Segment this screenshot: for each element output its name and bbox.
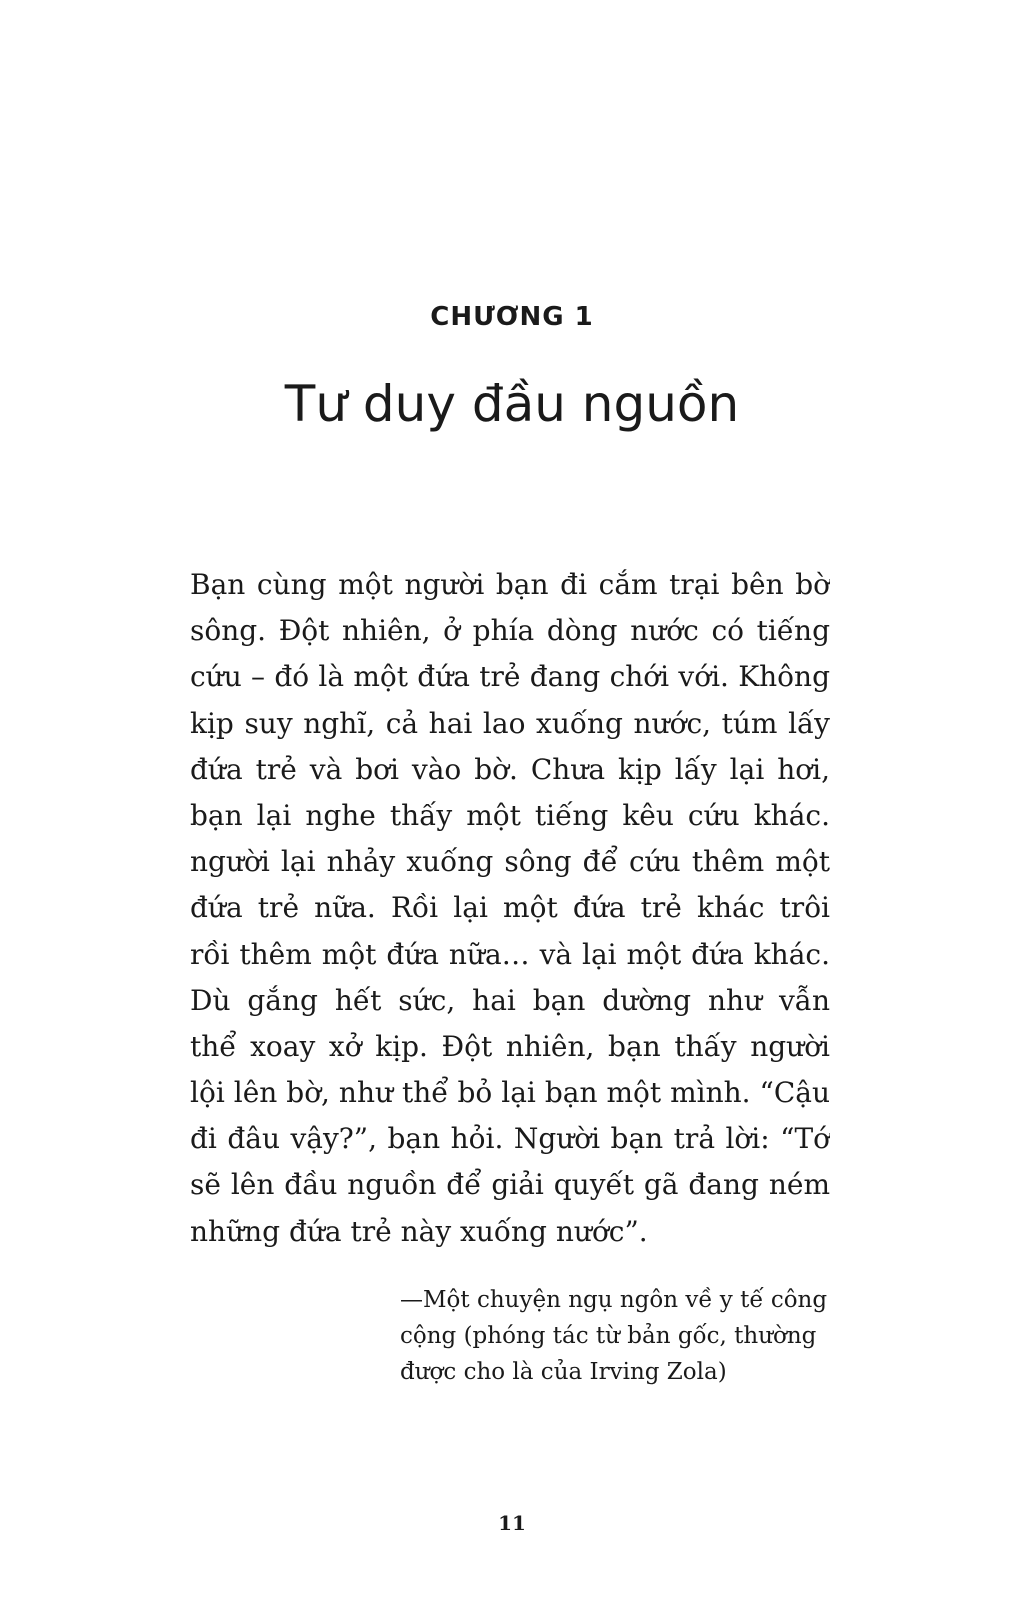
epigraph-line: những đứa trẻ này xuống nước”. [190, 1214, 648, 1248]
epigraph-line: sẽ lên đầu nguồn để giải quyết gã đang ném [190, 1168, 830, 1202]
epigraph-line: bạn lại nghe thấy một tiếng kêu cứu khác. [190, 798, 830, 832]
epigraph-line: người lại nhảy xuống sông để cứu thêm một [190, 845, 830, 879]
attribution-line: được cho là của Irving Zola) [400, 1359, 727, 1385]
epigraph-line: kịp suy nghĩ, cả hai lao xuống nước, túm lấy [190, 706, 830, 740]
epigraph-line: Bạn cùng một người bạn đi cắm trại bên bờ [190, 568, 830, 601]
epigraph-line: rồi thêm một đứa nữa… và lại một đứa khác. [190, 937, 830, 971]
epigraph-line: Dù gắng hết sức, hai bạn dường như vẫn [190, 983, 830, 1017]
epigraph-line: lội lên bờ, như thể bỏ lại bạn một mình. “Cậu [190, 1076, 830, 1110]
epigraph-line: thể xoay xở kịp. Đột nhiên, bạn thấy người [190, 1029, 830, 1063]
attribution-line: cộng (phóng tác từ bản gốc, thường [400, 1323, 817, 1349]
epigraph-line: đứa trẻ nữa. Rồi lại một đứa trẻ khác trôi [190, 891, 830, 925]
epigraph-line: sông. Đột nhiên, ở phía dòng nước có tiếng [190, 614, 830, 648]
chapter-label: CHƯƠNG 1 [430, 302, 594, 332]
epigraph-line: cứu – đó là một đứa trẻ đang chới với. Không [190, 660, 830, 694]
attribution-line: —Một chuyện ngụ ngôn về y tế công [400, 1287, 828, 1313]
epigraph-paragraph [190, 562, 830, 1255]
page-number: 11 [498, 1511, 526, 1535]
epigraph-attribution [400, 1282, 830, 1390]
chapter-title: Tư duy đầu nguồn [284, 375, 740, 433]
epigraph-line: đứa trẻ và bơi vào bờ. Chưa kịp lấy lại hơi, [190, 752, 830, 786]
epigraph-line: đi đâu vậy?”, bạn hỏi. Người bạn trả lời: “Tớ [190, 1122, 830, 1156]
